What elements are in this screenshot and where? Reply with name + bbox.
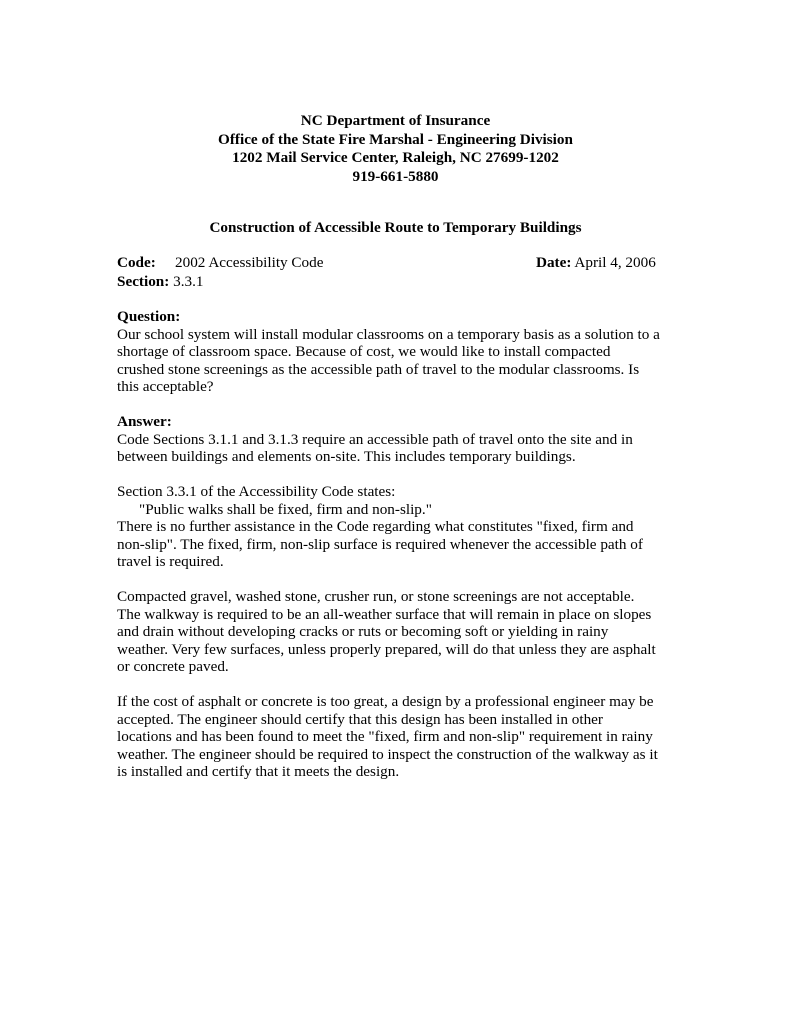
question-line: shortage of classroom space. Because of cost, we would like to install compacted [117,343,611,360]
answer-line: and drain without developing cracks or ruts or becoming soft or yielding in rainy [117,623,609,640]
date-field [536,254,656,273]
letterhead-agency: NC Department of Insurance [300,112,491,129]
section-label: Section: [117,272,170,290]
answer-heading: Answer: [117,413,172,430]
code-row [117,254,677,273]
answer-line: is installed and certify that it meets the design. [117,763,400,780]
date-label: Date: [536,254,572,271]
section-intro: Section 3.3.1 of the Accessibility Code states: [117,483,396,500]
question-heading: Question: [117,308,181,325]
question-line: Our school system will install modular classrooms on a temporary basis as a solution to a [117,325,660,343]
answer-line: Code Sections 3.1.1 and 3.1.3 require an accessible path of travel onto the site and in [117,430,633,448]
document-meta [117,254,677,291]
letterhead-phone: 919-661-5880 [352,167,439,185]
answer-line: non-slip". The fixed, firm, non-slip surface is required whenever the accessible path of [117,535,643,553]
code-value: 2002 Accessibility Code [175,254,324,271]
answer-line: travel is required. [117,553,224,570]
question-line: crushed stone screenings as the accessible path of travel to the modular classrooms. Is [117,360,640,378]
paragraph-gap [117,571,677,589]
section-value: 3.3.1 [173,272,204,290]
document-title: Construction of Accessible Route to Temporary Buildings [209,219,582,236]
letterhead-address: 1202 Mail Service Center, Raleigh, NC 27699-1202 [232,149,559,167]
document-body [117,308,677,781]
question-line: this acceptable? [117,378,214,395]
answer-line: Compacted gravel, washed stone, crusher run, or stone screenings are not acceptable. [117,588,635,605]
date-value: April 4, 2006 [574,254,656,271]
answer-line: weather. The engineer should be required to inspect the construction of the walkway as it [117,745,658,763]
paragraph-gap [117,396,677,414]
code-label: Code: [117,254,156,271]
letterhead [0,112,791,186]
answer-line: or concrete paved. [117,658,229,675]
code-quote: "Public walks shall be fixed, firm and non-slip." [139,500,432,518]
answer-line: weather. Very few surfaces, unless properly prepared, will do that unless they are asphalt [117,640,656,658]
answer-line: There is no further assistance in the Code regarding what constitutes "fixed, firm and [117,518,634,535]
letterhead-division: Office of the State Fire Marshal - Engineering Division [218,130,573,148]
answer-line: locations and has been found to meet the "fixed, firm and non-slip" requirement in rainy [117,728,653,745]
answer-line: between buildings and elements on-site. This includes temporary buildings. [117,448,576,465]
paragraph-gap [117,676,677,694]
answer-line: If the cost of asphalt or concrete is too great, a design by a professional engineer may be [117,693,654,710]
section-row [117,273,677,292]
answer-line: The walkway is required to be an all-weather surface that will remain in place on slopes [117,605,652,623]
answer-line: accepted. The engineer should certify that this design has been installed in other [117,710,603,728]
paragraph-gap [117,466,677,484]
